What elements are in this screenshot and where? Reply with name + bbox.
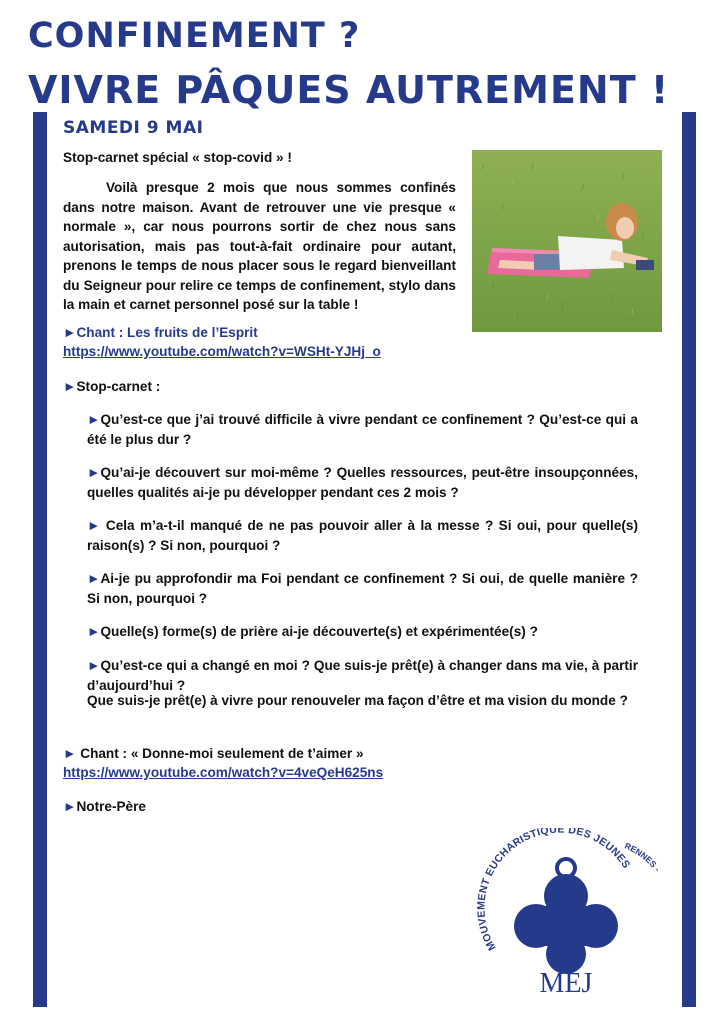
play-arrow-icon: ► — [87, 624, 101, 639]
title-line-1: CONFINEMENT ? — [28, 16, 361, 56]
question-text: Qu’est-ce que j’ai trouvé difficile à vivre pendant ce confinement ? Qu’est-ce qui a été le plus dur ? — [87, 412, 638, 447]
question-5 — [87, 622, 638, 642]
play-arrow-icon: ► — [87, 571, 101, 586]
question-text: Ai-je pu approfondir ma Foi pendant ce confinement ? Si oui, de quelle manière ? Si non, pourquoi ? — [87, 571, 638, 606]
stopcarnet-heading — [63, 377, 160, 397]
question-3 — [87, 516, 638, 555]
title-line-2: VIVRE PÂQUES AUTREMENT ! — [28, 68, 670, 112]
logo-arc-text: MOUVEMENT EUCHARISTIQUE DES JEUNES — [475, 828, 633, 953]
stopcarnet-label: Stop-carnet : — [76, 379, 161, 394]
question-text: Qu’ai-je découvert sur moi-même ? Quelles ressources, peut-être insoupçonnées, quelles qualités ai-je pu développer pendant ces 2 mois ? — [87, 465, 638, 500]
play-arrow-icon: ► — [87, 658, 101, 673]
song1-label: Chant : Les fruits de l’Esprit — [76, 325, 258, 340]
intro-paragraph: Voilà presque 2 mois que nous sommes confinés dans notre maison. Avant de retrouver une vie presque « normale », car nous pourrons sortir de chez nous sans autorisation, mais pas tout-à-fait ordinaire pour autant, prenons le temps de nous placer sous le regard bienveillant du Seigneur pour relire ce temps de confinement, stylo dans la main et carnet personnel posé sur la table ! — [63, 180, 456, 312]
prayer-label: Notre-Père — [76, 799, 146, 814]
logo-initials: MEJ — [539, 968, 593, 999]
question-text: Qu’est-ce qui a changé en moi ? Que suis-je prêt(e) à changer dans ma vie, à partir d’aujourd’hui ? — [87, 658, 638, 693]
logo-arc-text-right: RENNES — [623, 840, 658, 870]
prayer-line — [63, 797, 146, 817]
song1-line — [63, 323, 258, 343]
play-arrow-icon: ► — [63, 379, 77, 394]
date-heading: SAMEDI 9 MAI — [63, 118, 204, 138]
mej-logo — [474, 828, 658, 1002]
question-text: Cela m’a-t-il manqué de ne pas pouvoir aller à la messe ? Si oui, pour quelle(s) raison(s) ? Si non, pourquoi ? — [87, 518, 638, 553]
photo-girl-on-grass — [472, 150, 662, 332]
question-text: Quelle(s) forme(s) de prière ai-je découverte(s) et expérimentée(s) ? — [100, 624, 538, 639]
play-arrow-icon: ► — [63, 746, 77, 761]
question-6-continued: Que suis-je prêt(e) à vivre pour renouveler ma façon d’être et ma vision du monde ? — [87, 693, 628, 708]
left-border-bar — [33, 112, 47, 1007]
question-6 — [87, 656, 638, 695]
song1-link[interactable]: https://www.youtube.com/watch?v=WSHt-YJHj_o — [63, 344, 381, 359]
play-arrow-icon: ► — [87, 518, 101, 533]
song2-line — [63, 744, 364, 764]
svg-text:RENNES – DOL – SAINT-MALO — [623, 841, 658, 956]
subtitle: Stop-carnet spécial « stop-covid » ! — [63, 150, 292, 165]
question-2 — [87, 463, 638, 502]
play-arrow-icon: ► — [87, 465, 101, 480]
question-4 — [87, 569, 638, 608]
play-arrow-icon: ► — [87, 412, 101, 427]
question-1 — [87, 410, 638, 449]
song2-link[interactable]: https://www.youtube.com/watch?v=4veQeH625ns — [63, 765, 384, 780]
play-arrow-icon: ► — [63, 325, 77, 340]
song2-label: Chant : « Donne-moi seulement de t’aimer » — [76, 746, 364, 761]
mej-cross-icon — [514, 874, 618, 974]
play-arrow-icon: ► — [63, 799, 77, 814]
right-border-bar — [682, 112, 696, 1007]
